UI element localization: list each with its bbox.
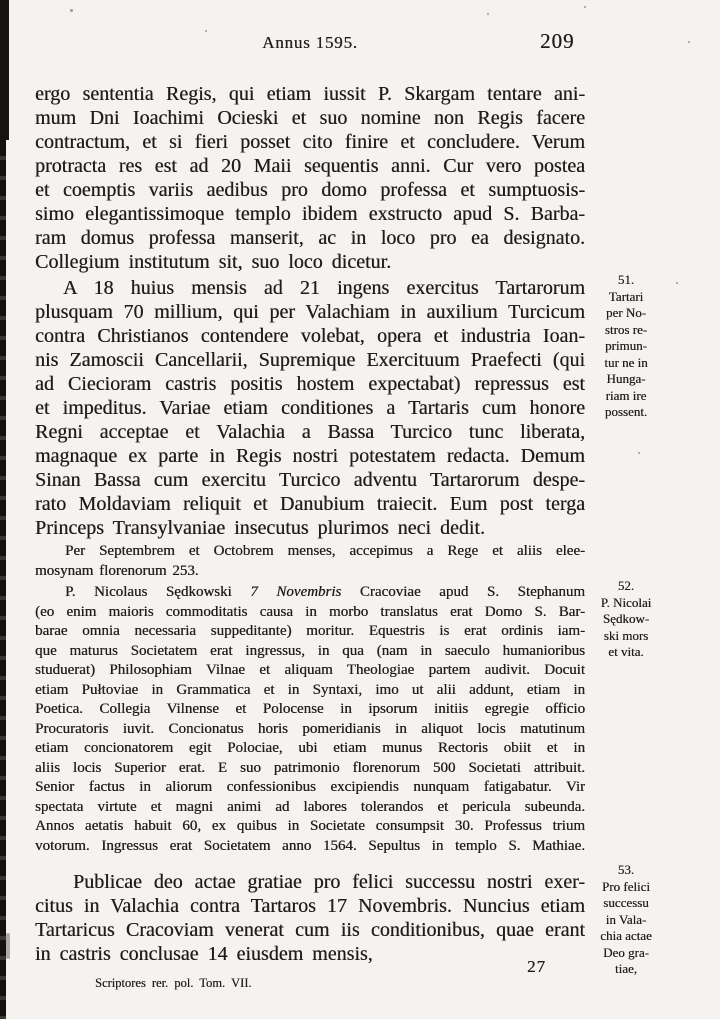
margin-note-line: possent. (604, 404, 648, 419)
margin-note-number: 52. (617, 578, 635, 593)
text-line: Regni acceptae et Valachia a Bassa Turcico tunc liberata, (35, 421, 585, 443)
text-segment: Cracoviae apud S. Stephanum (341, 584, 585, 600)
text-line: Princeps Transylvaniae insecutus plurimos neci dedit. (35, 517, 485, 539)
margin-note-line: ski mors (603, 627, 649, 643)
footer-sheet-number: 27 (527, 957, 546, 976)
scan-speck (638, 452, 640, 454)
text-line: Annos aetatis habuit 60, ex quibus in Societate consumpsit 30. Professus trium (35, 818, 585, 834)
paragraph-1 (35, 82, 585, 274)
text-line: contractum, et si fieri posset cito finire et concludere. Verum (35, 131, 585, 153)
margin-note-line: Pro felici (601, 878, 650, 894)
scan-speck (487, 13, 489, 15)
text-line: barae omnia necessaria suppeditante) moritur. Equestris is erat ordinis iam- (35, 623, 585, 639)
margin-note-line: Sędkow- (602, 611, 650, 626)
margin-note-51 (584, 272, 668, 421)
margin-note-line: stros re- (604, 321, 648, 337)
margin-note-line: Tartari (608, 288, 644, 304)
text-line: A 18 huius mensis ad 21 ingens exercitus Tartarorum (63, 277, 585, 299)
text-line: ram domus professa manserit, ac in loco pro ea designato. (35, 227, 585, 249)
text-line: rato Moldaviam reliquit et Danubium traiecit. Eum post terga (35, 493, 585, 515)
margin-note-line: chia actae (600, 928, 652, 943)
scan-speck (676, 282, 678, 284)
text-line: plusquam 70 millium, qui per Valachiam in auxilium Turcicum (35, 301, 585, 323)
scan-speck (70, 9, 73, 12)
margin-note-line: et vita. (608, 644, 644, 659)
margin-note-line: tiae, (614, 961, 637, 976)
margin-note-number: 53. (617, 862, 635, 877)
text-line: in castris conclusae 14 eiusdem mensis, (35, 943, 373, 965)
text-line: Procuratoris iuvit. Concionatus horis pomeridianis in aliquot locis matutinum (35, 720, 585, 737)
text-line: votorum. Ingressus erat Societatem anno 1564. Sepultus in templo S. Mathiae. (35, 837, 585, 854)
text-line: protracta res est ad 20 Maii sequentis anni. Cur vero postea (35, 155, 585, 177)
text-line: Publicae deo actae gratiae pro felici successu nostri exer- (73, 871, 585, 893)
scan-speck (205, 30, 207, 32)
margin-note-line: Deo gra- (603, 944, 649, 960)
margin-note-line: primun- (605, 338, 647, 353)
margin-note-line: successu (603, 895, 649, 910)
text-line: et impeditus. Variae etiam conditiones a Tartaris cum honore (35, 397, 585, 419)
margin-note-line: P. Nicolai (600, 594, 652, 610)
scan-gutter-bar-top (0, 0, 9, 140)
footer-series-note: Scriptores rer. pol. Tom. VII. (95, 976, 252, 990)
page-number: 209 (540, 29, 575, 53)
text-line: etiam concionatorem egit Polociae, ubi etiam munus Rectoris obiit et in (35, 740, 585, 756)
text-line: magnaque ex parte in Regis nostri potestatem redacta. Demum (35, 445, 585, 467)
text-line: Tartaricus Cracoviam venerat cum iis conditionibus, quae erant (35, 919, 585, 941)
margin-note-line: per No- (605, 305, 647, 320)
margin-note-53 (584, 862, 668, 978)
scan-speck (688, 41, 690, 43)
text-segment: P. Nicolaus Sędkowski (65, 584, 251, 600)
text-line: ergo sententia Regis, qui etiam iussit P. Skargam tentare ani- (35, 83, 585, 105)
scan-smudge (6, 933, 10, 959)
margin-note-line: riam ire (605, 387, 647, 403)
text-line: Collegium institutum sit, suo loco dicetur. (35, 251, 392, 273)
paragraph-2 (35, 276, 585, 540)
scan-gutter-bar (0, 0, 6, 1019)
text-line: spectata virtute et magni animi ad labores tolerandos et pericula subeunda. (35, 798, 585, 815)
paragraph-3 (35, 870, 585, 966)
text-line: studuerat) Philosophiam Vilnae et aliquam Theologiae partem audivit. Docuit (35, 662, 585, 678)
running-header-title: Annus 1595. (262, 33, 358, 52)
small-paragraph-2 (35, 583, 585, 856)
text-line: aliis locis Superior erat. E suo patrimonio florenorum 500 Societati attribuit. (35, 759, 585, 776)
text-line: Per Septembrem et Octobrem menses, accepimus a Rege et aliis elee- (65, 543, 585, 559)
text-line: mum Dni Ioachimi Ocieski et suo nomine non Regis facere (35, 107, 585, 129)
margin-note-number: 51. (617, 272, 635, 287)
text-line: et coemptis variis aedibus pro domo professa et sumptuosis- (35, 179, 585, 201)
text-line: etiam Pułtoviae in Grammatica et in Syntaxi, imo ut alii addunt, etiam in (35, 681, 585, 698)
text-line: citus in Valachia contra Tartaros 17 Novembris. Nuncius etiam (35, 895, 585, 917)
text-line: simo elegantissimoque templo ibidem exstructo apud S. Barba- (35, 203, 585, 225)
text-line: ad Ciecioram castris positis hostem expectabat) repressus est (35, 373, 585, 395)
scan-speck (584, 6, 586, 8)
text-line: (eo enim maioris commoditatis causa in morbo translatus erat Domo S. Bar- (35, 603, 585, 620)
margin-note-line: in Vala- (605, 911, 647, 927)
text-line (35, 583, 585, 603)
text-line: Sinan Bassa cum exercitu Turcico adventu Tartarorum despe- (35, 469, 585, 491)
small-paragraph-1 (35, 542, 585, 581)
text-segment-italic: 7 Novembris (250, 584, 342, 600)
margin-note-line: tur ne in (604, 354, 648, 370)
text-line: contra Christianos contendere volebat, opera et industria Ioan- (35, 325, 585, 347)
margin-note-line: Hunga- (606, 371, 646, 386)
text-line: mosynam florenorum 253. (35, 562, 199, 579)
text-line: Poetica. Collegia Vilnense et Polocense in ipsorum initiis egregie officio (35, 701, 585, 717)
text-line: que maturus Societatem erat ingressus, in qua (nam in saeculo humanioribus (35, 642, 585, 659)
text-line: nis Zamoscii Cancellarii, Supremique Exercituum Praefecti (qui (35, 349, 585, 371)
margin-note-52 (584, 578, 668, 661)
text-line: Senior factus in aliorum confessionibus excipiendis nunquam fatigabatur. Vir (35, 779, 585, 795)
